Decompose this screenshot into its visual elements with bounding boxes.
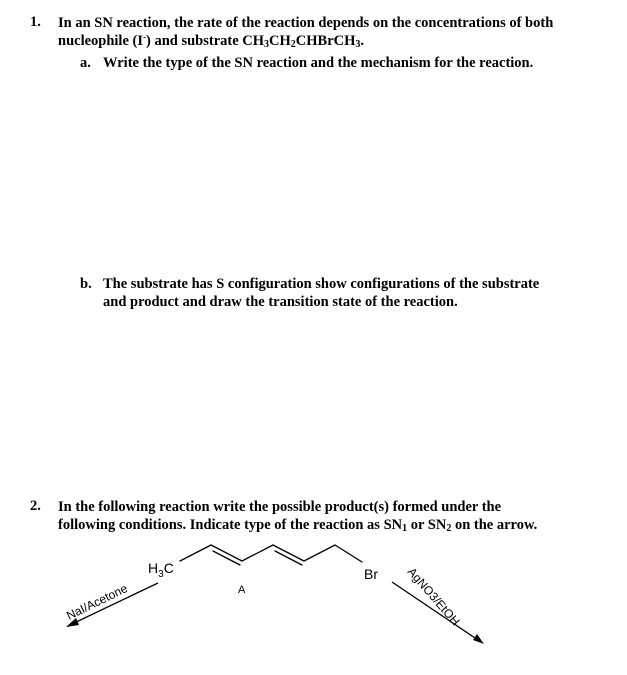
question-1b-label: b. <box>80 276 92 292</box>
question-1b-line-2: and product and draw the transition state of the reaction. <box>103 294 458 310</box>
bond-c5-c6 <box>304 545 335 561</box>
question-2-number: 2. <box>30 498 41 514</box>
skeletal-structure <box>180 545 362 565</box>
question-1a-text: Write the type of the SN reaction and the mechanism for the reaction. <box>103 55 534 71</box>
bond-c3-c4 <box>242 545 273 561</box>
question-1-number: 1. <box>30 14 41 30</box>
left-reagent-label: NaI/Acetone <box>64 581 130 623</box>
right-arrowhead <box>473 634 484 644</box>
question-1-line-1: In an SN reaction, the rate of the reaction depends on the concentrations of both <box>58 15 554 31</box>
question-1a-label: a. <box>80 55 91 71</box>
compound-label-a: A <box>238 584 246 596</box>
bond-c1-c2 <box>180 545 211 561</box>
question-2-line-2: following conditions. Indicate type of the reaction as SN1 or SN2 on the arrow. <box>58 517 538 534</box>
bromine-label: Br <box>364 566 378 582</box>
right-reagent-label: AgNO3/EtOH <box>404 564 463 629</box>
h3c-label: $H_3C$ <box>148 560 174 580</box>
question-1b-line-1: The substrate has S configuration show configurations of the substrate <box>103 276 540 292</box>
question-2-line-1: In the following reaction write the possible product(s) formed under the <box>58 499 502 515</box>
question-1-line-2: nucleophile (I-) and substrate CH3CH2CHBrCH3. <box>58 32 365 50</box>
bond-c6-br <box>335 545 362 562</box>
